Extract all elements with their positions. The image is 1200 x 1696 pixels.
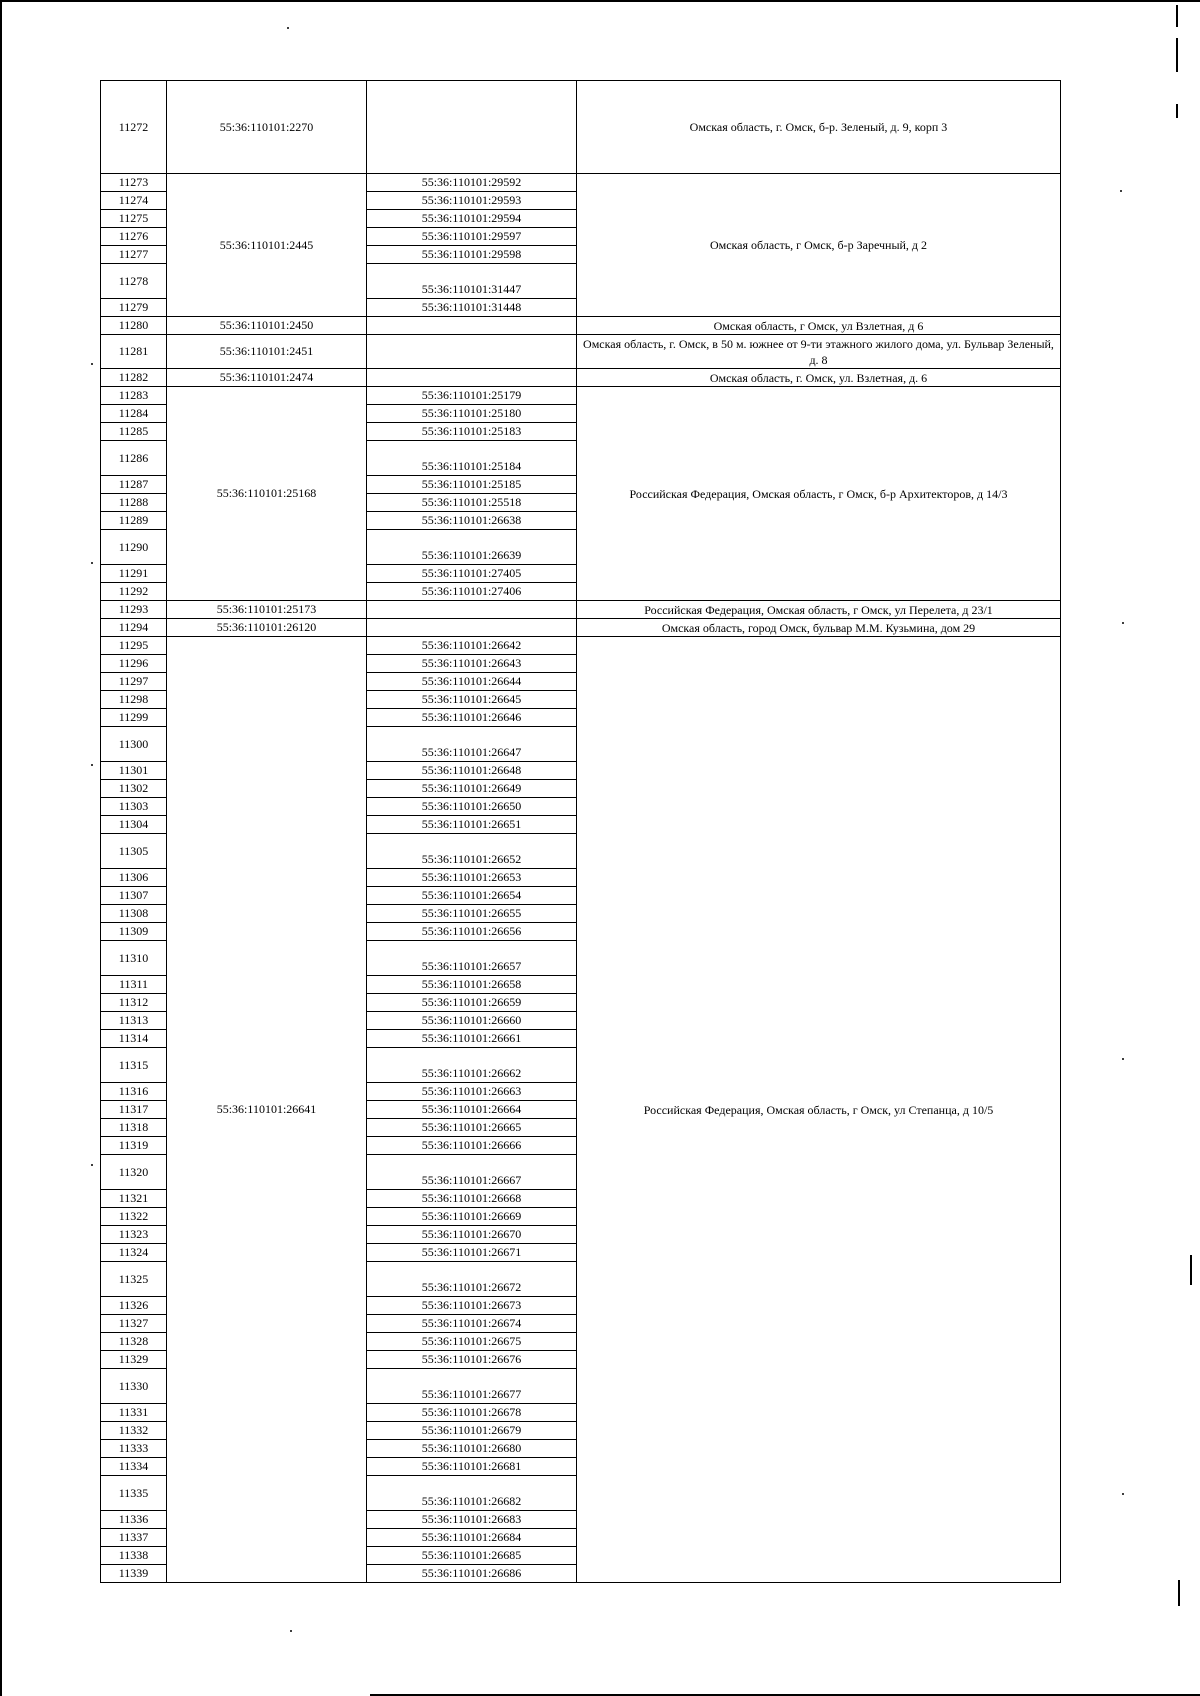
- row-number: 11324: [101, 1244, 167, 1262]
- row-number: 11288: [101, 494, 167, 512]
- object-cadastral-number: 55:36:110101:26649: [367, 780, 577, 798]
- object-cadastral-number: 55:36:110101:26639: [367, 530, 577, 565]
- object-cadastral-number: 55:36:110101:26654: [367, 887, 577, 905]
- row-number: 11291: [101, 565, 167, 583]
- row-number: 11278: [101, 264, 167, 299]
- object-cadastral-number: 55:36:110101:29597: [367, 228, 577, 246]
- cadastral-register-table: [100, 80, 1061, 1583]
- object-cadastral-number: 55:36:110101:29594: [367, 210, 577, 228]
- row-number: 11280: [101, 317, 167, 335]
- row-number: 11273: [101, 174, 167, 192]
- address-cell: Омская область, г. Омск, в 50 м. южнее от 9-ти этажного жилого дома, ул. Бульвар Зеленый, д. 8: [577, 335, 1061, 369]
- parcel-cadastral-number: 55:36:110101:2270: [167, 81, 367, 174]
- object-cadastral-number: 55:36:110101:25180: [367, 405, 577, 423]
- table-row: [101, 81, 1061, 174]
- row-number: 11332: [101, 1422, 167, 1440]
- row-number: 11292: [101, 583, 167, 601]
- row-number: 11290: [101, 530, 167, 565]
- parcel-cadastral-number: 55:36:110101:2445: [167, 174, 367, 317]
- row-number: 11310: [101, 941, 167, 976]
- row-number: 11306: [101, 869, 167, 887]
- row-number: 11289: [101, 512, 167, 530]
- object-cadastral-number: 55:36:110101:26683: [367, 1511, 577, 1529]
- object-cadastral-number: 55:36:110101:26662: [367, 1048, 577, 1083]
- object-cadastral-number: [367, 335, 577, 369]
- table-row: [101, 637, 1061, 655]
- object-cadastral-number: 55:36:110101:26664: [367, 1101, 577, 1119]
- address-cell: Омская область, г. Омск, ул. Взлетная, д. 6: [577, 369, 1061, 387]
- row-number: 11315: [101, 1048, 167, 1083]
- object-cadastral-number: 55:36:110101:25185: [367, 476, 577, 494]
- object-cadastral-number: 55:36:110101:26673: [367, 1297, 577, 1315]
- address-cell: Омская область, г Омск, б-р Заречный, д 2: [577, 174, 1061, 317]
- object-cadastral-number: 55:36:110101:26666: [367, 1137, 577, 1155]
- scan-border-left: [0, 0, 2, 1696]
- row-number: 11282: [101, 369, 167, 387]
- object-cadastral-number: 55:36:110101:26656: [367, 923, 577, 941]
- row-number: 11300: [101, 727, 167, 762]
- scan-edge-mark: [1176, 5, 1178, 27]
- row-number: 11313: [101, 1012, 167, 1030]
- row-number: 11304: [101, 816, 167, 834]
- scan-edge-mark: [1176, 104, 1178, 118]
- row-number: 11305: [101, 834, 167, 869]
- row-number: 11293: [101, 601, 167, 619]
- object-cadastral-number: 55:36:110101:26676: [367, 1351, 577, 1369]
- scan-speck: [91, 764, 93, 766]
- object-cadastral-number: 55:36:110101:26638: [367, 512, 577, 530]
- row-number: 11335: [101, 1476, 167, 1511]
- row-number: 11283: [101, 387, 167, 405]
- parcel-cadastral-number: 55:36:110101:25173: [167, 601, 367, 619]
- object-cadastral-number: 55:36:110101:26661: [367, 1030, 577, 1048]
- register-body: [101, 81, 1061, 1583]
- table-row: [101, 317, 1061, 335]
- scan-speck: [287, 27, 289, 29]
- scan-border-top: [0, 0, 1200, 2]
- object-cadastral-number: 55:36:110101:26645: [367, 691, 577, 709]
- row-number: 11294: [101, 619, 167, 637]
- object-cadastral-number: 55:36:110101:26679: [367, 1422, 577, 1440]
- scan-speck: [1120, 190, 1122, 192]
- address-cell: Российская Федерация, Омская область, г Омск, ул Перелета, д 23/1: [577, 601, 1061, 619]
- object-cadastral-number: 55:36:110101:26668: [367, 1190, 577, 1208]
- row-number: 11277: [101, 246, 167, 264]
- row-number: 11311: [101, 976, 167, 994]
- object-cadastral-number: 55:36:110101:27406: [367, 583, 577, 601]
- object-cadastral-number: 55:36:110101:26685: [367, 1547, 577, 1565]
- object-cadastral-number: 55:36:110101:29598: [367, 246, 577, 264]
- object-cadastral-number: 55:36:110101:26653: [367, 869, 577, 887]
- row-number: 11276: [101, 228, 167, 246]
- scan-speck: [91, 1164, 93, 1166]
- parcel-cadastral-number: 55:36:110101:2451: [167, 335, 367, 369]
- object-cadastral-number: [367, 369, 577, 387]
- address-cell: Омская область, город Омск, бульвар М.М. Кузьмина, дом 29: [577, 619, 1061, 637]
- table-row: [101, 369, 1061, 387]
- object-cadastral-number: 55:36:110101:27405: [367, 565, 577, 583]
- parcel-cadastral-number: 55:36:110101:2474: [167, 369, 367, 387]
- object-cadastral-number: 55:36:110101:26663: [367, 1083, 577, 1101]
- object-cadastral-number: 55:36:110101:26671: [367, 1244, 577, 1262]
- object-cadastral-number: 55:36:110101:29592: [367, 174, 577, 192]
- row-number: 11322: [101, 1208, 167, 1226]
- row-number: 11333: [101, 1440, 167, 1458]
- row-number: 11295: [101, 637, 167, 655]
- object-cadastral-number: 55:36:110101:26655: [367, 905, 577, 923]
- row-number: 11337: [101, 1529, 167, 1547]
- address-cell: Российская Федерация, Омская область, г Омск, б-р Архитекторов, д 14/3: [577, 387, 1061, 601]
- parcel-cadastral-number: 55:36:110101:26120: [167, 619, 367, 637]
- row-number: 11284: [101, 405, 167, 423]
- object-cadastral-number: 55:36:110101:26648: [367, 762, 577, 780]
- object-cadastral-number: 55:36:110101:25183: [367, 423, 577, 441]
- object-cadastral-number: 55:36:110101:26686: [367, 1565, 577, 1583]
- object-cadastral-number: 55:36:110101:26667: [367, 1155, 577, 1190]
- object-cadastral-number: 55:36:110101:31447: [367, 264, 577, 299]
- object-cadastral-number: 55:36:110101:26643: [367, 655, 577, 673]
- object-cadastral-number: 55:36:110101:25179: [367, 387, 577, 405]
- object-cadastral-number: 55:36:110101:26652: [367, 834, 577, 869]
- row-number: 11318: [101, 1119, 167, 1137]
- row-number: 11286: [101, 441, 167, 476]
- object-cadastral-number: 55:36:110101:25184: [367, 441, 577, 476]
- scan-edge-mark: [1190, 1255, 1192, 1285]
- scan-edge-mark: [1178, 1580, 1180, 1606]
- row-number: 11319: [101, 1137, 167, 1155]
- row-number: 11301: [101, 762, 167, 780]
- object-cadastral-number: 55:36:110101:26670: [367, 1226, 577, 1244]
- object-cadastral-number: 55:36:110101:26660: [367, 1012, 577, 1030]
- scan-speck: [1122, 1058, 1124, 1060]
- table-row: [101, 601, 1061, 619]
- object-cadastral-number: 55:36:110101:26650: [367, 798, 577, 816]
- table-row: [101, 619, 1061, 637]
- row-number: 11303: [101, 798, 167, 816]
- row-number: 11281: [101, 335, 167, 369]
- object-cadastral-number: 55:36:110101:26658: [367, 976, 577, 994]
- object-cadastral-number: [367, 81, 577, 174]
- row-number: 11331: [101, 1404, 167, 1422]
- table-row: [101, 174, 1061, 192]
- row-number: 11317: [101, 1101, 167, 1119]
- row-number: 11326: [101, 1297, 167, 1315]
- row-number: 11330: [101, 1369, 167, 1404]
- row-number: 11316: [101, 1083, 167, 1101]
- object-cadastral-number: 55:36:110101:26674: [367, 1315, 577, 1333]
- object-cadastral-number: 55:36:110101:26672: [367, 1262, 577, 1297]
- row-number: 11287: [101, 476, 167, 494]
- row-number: 11323: [101, 1226, 167, 1244]
- address-cell: Омская область, г. Омск, б-р. Зеленый, д. 9, корп 3: [577, 81, 1061, 174]
- row-number: 11339: [101, 1565, 167, 1583]
- scan-edge-mark: [1176, 38, 1178, 72]
- object-cadastral-number: 55:36:110101:26665: [367, 1119, 577, 1137]
- object-cadastral-number: 55:36:110101:26680: [367, 1440, 577, 1458]
- address-cell: Омская область, г Омск, ул Взлетная, д 6: [577, 317, 1061, 335]
- row-number: 11296: [101, 655, 167, 673]
- parcel-cadastral-number: 55:36:110101:26641: [167, 637, 367, 1583]
- object-cadastral-number: 55:36:110101:26646: [367, 709, 577, 727]
- row-number: 11328: [101, 1333, 167, 1351]
- row-number: 11327: [101, 1315, 167, 1333]
- object-cadastral-number: 55:36:110101:26675: [367, 1333, 577, 1351]
- row-number: 11312: [101, 994, 167, 1012]
- address-cell: Российская Федерация, Омская область, г Омск, ул Степанца, д 10/5: [577, 637, 1061, 1583]
- object-cadastral-number: 55:36:110101:26677: [367, 1369, 577, 1404]
- row-number: 11338: [101, 1547, 167, 1565]
- scan-speck: [91, 363, 93, 365]
- row-number: 11309: [101, 923, 167, 941]
- row-number: 11307: [101, 887, 167, 905]
- row-number: 11299: [101, 709, 167, 727]
- table-row: [101, 387, 1061, 405]
- row-number: 11302: [101, 780, 167, 798]
- object-cadastral-number: 55:36:110101:26681: [367, 1458, 577, 1476]
- scan-speck: [91, 562, 93, 564]
- row-number: 11272: [101, 81, 167, 174]
- row-number: 11314: [101, 1030, 167, 1048]
- object-cadastral-number: 55:36:110101:26642: [367, 637, 577, 655]
- row-number: 11334: [101, 1458, 167, 1476]
- row-number: 11336: [101, 1511, 167, 1529]
- scan-speck: [1122, 622, 1124, 624]
- row-number: 11325: [101, 1262, 167, 1297]
- object-cadastral-number: 55:36:110101:26669: [367, 1208, 577, 1226]
- object-cadastral-number: 55:36:110101:25518: [367, 494, 577, 512]
- row-number: 11275: [101, 210, 167, 228]
- row-number: 11329: [101, 1351, 167, 1369]
- row-number: 11308: [101, 905, 167, 923]
- object-cadastral-number: 55:36:110101:26682: [367, 1476, 577, 1511]
- row-number: 11274: [101, 192, 167, 210]
- object-cadastral-number: 55:36:110101:26684: [367, 1529, 577, 1547]
- row-number: 11285: [101, 423, 167, 441]
- scan-speck: [290, 1630, 292, 1632]
- object-cadastral-number: [367, 619, 577, 637]
- object-cadastral-number: [367, 601, 577, 619]
- object-cadastral-number: 55:36:110101:26657: [367, 941, 577, 976]
- row-number: 11321: [101, 1190, 167, 1208]
- row-number: 11320: [101, 1155, 167, 1190]
- scan-speck: [1122, 1493, 1124, 1495]
- row-number: 11298: [101, 691, 167, 709]
- parcel-cadastral-number: 55:36:110101:25168: [167, 387, 367, 601]
- row-number: 11297: [101, 673, 167, 691]
- object-cadastral-number: 55:36:110101:26647: [367, 727, 577, 762]
- parcel-cadastral-number: 55:36:110101:2450: [167, 317, 367, 335]
- object-cadastral-number: 55:36:110101:29593: [367, 192, 577, 210]
- object-cadastral-number: 55:36:110101:26659: [367, 994, 577, 1012]
- object-cadastral-number: 55:36:110101:31448: [367, 299, 577, 317]
- object-cadastral-number: 55:36:110101:26644: [367, 673, 577, 691]
- object-cadastral-number: [367, 317, 577, 335]
- object-cadastral-number: 55:36:110101:26678: [367, 1404, 577, 1422]
- row-number: 11279: [101, 299, 167, 317]
- table-row: [101, 335, 1061, 369]
- object-cadastral-number: 55:36:110101:26651: [367, 816, 577, 834]
